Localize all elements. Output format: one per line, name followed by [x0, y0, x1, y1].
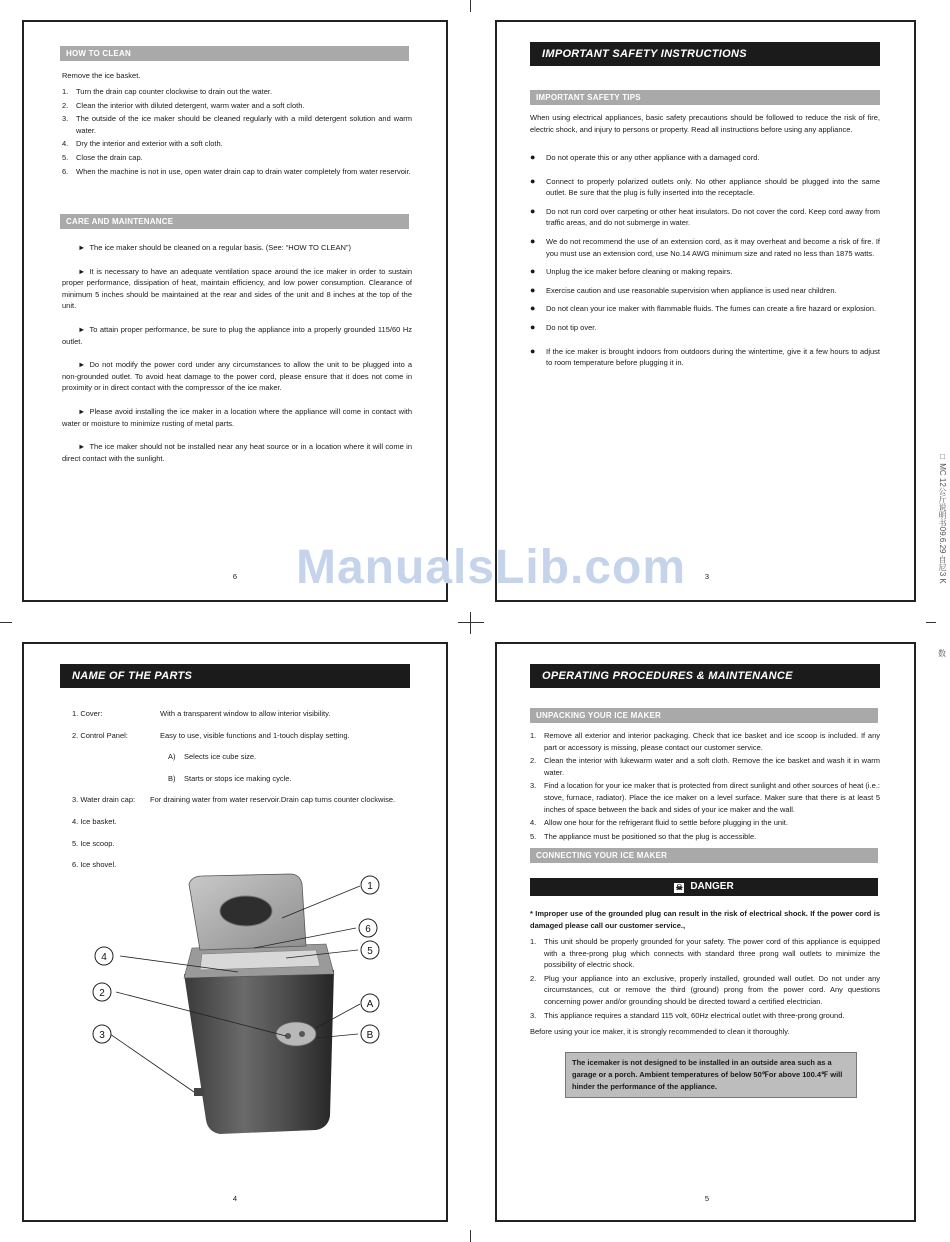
care-maintenance-paragraphs [62, 242, 412, 476]
safety-bullet-item [530, 346, 880, 369]
care-paragraph-text: It is necessary to have an adequate ventilation space around the ice maker in order to sustain proper performance, dissipation of heat, maintain efficiency, and low power consumption. Clearance of minimum 5 inches should be maintained at the rear and sides of the unit and 8 inches at the top of the unit. [62, 266, 412, 311]
arrow-icon: ► [78, 266, 86, 276]
safety-bullet-item [530, 206, 880, 229]
list-item [530, 755, 880, 778]
list-number: 1. [530, 731, 537, 740]
safety-bullet-text: Unplug the ice maker before cleaning or making repairs. [546, 267, 733, 277]
callout-6-label: 6 [365, 924, 371, 935]
bullet-icon: ● [530, 303, 536, 314]
safety-title-bar: IMPORTANT SAFETY INSTRUCTIONS [530, 42, 880, 66]
list-number: 6. [62, 166, 69, 176]
list-text: When the machine is not in use, open water drain cap to drain water completely from water reservoir. [76, 166, 411, 176]
unpacking-steps [530, 730, 880, 844]
control-panel [276, 1022, 316, 1046]
list-item [530, 1010, 880, 1022]
list-text: Close the drain cap. [76, 152, 143, 162]
bullet-icon: ● [530, 321, 536, 332]
list-number: 2. [62, 100, 69, 110]
bullet-icon: ● [530, 345, 536, 356]
care-paragraph [62, 242, 412, 254]
list-item [530, 831, 880, 843]
safety-bullet-text: We do not recommend the use of an extension cord, as it may overheat and become a risk of fire. If you must use an extension cord, use No.14 AWG minimum size and rated no less than 1875 watts. [546, 236, 880, 258]
warning-icon: ☠ [675, 883, 683, 892]
part-row-scoop [72, 838, 412, 850]
part-label: 6. Ice shovel. [72, 860, 117, 870]
bullet-icon: ● [530, 152, 536, 162]
how-to-clean-intro: Remove the ice basket. [62, 71, 141, 80]
connecting-steps [530, 936, 880, 1023]
sub-value: Starts or stops ice making cycle. [184, 773, 292, 783]
list-item [530, 973, 880, 1008]
list-text: Clean the interior with lukewarm water and a soft cloth. Remove the ice basket and wash it in warm water. [544, 756, 880, 777]
list-text: Turn the drain cap counter clockwise to drain out the water. [76, 87, 273, 96]
safety-bullet-text: Do not tip over. [546, 322, 597, 332]
arrow-icon: ► [78, 360, 86, 370]
ice-maker-body [184, 970, 334, 1134]
drain-cap [194, 1088, 204, 1096]
danger-warning-text: * Improper use of the grounded plug can result in the risk of electrical shock. If the power cord is damaged please call our customer service., [530, 909, 880, 930]
list-text: Dry the interior and exterior with a soft cloth. [76, 139, 223, 149]
connecting-header: CONNECTING YOUR ICE MAKER [530, 848, 878, 863]
safety-bullet-text: Do not clean your ice maker with flammable fluids. The fumes can create a fire hazard or explosion. [546, 304, 877, 314]
page-name-of-parts [22, 642, 448, 1222]
arrow-icon: ► [78, 406, 86, 416]
page-how-to-clean [22, 20, 448, 602]
safety-tips-header: IMPORTANT SAFETY TIPS [530, 90, 880, 105]
list-text: Allow one hour for the refrigerant fluid to settle before plugging in the unit. [544, 818, 788, 828]
care-paragraph [62, 324, 412, 347]
safety-bullet-text: Do not operate this or any other appliance with a damaged cord. [546, 153, 760, 162]
ice-maker-diagram [24, 866, 448, 1196]
part-row-control-panel [72, 730, 412, 742]
safety-bullet-item [530, 236, 880, 259]
care-paragraph [62, 406, 412, 429]
safety-bullet-item [530, 322, 880, 334]
list-number: 2. [530, 973, 537, 983]
list-item [62, 138, 412, 150]
how-to-clean-header: HOW TO CLEAN [60, 46, 409, 61]
list-item [62, 113, 412, 136]
list-text: Find a location for your ice maker that is protected from direct sunlight and other sources of heat (i.e.: stove, furnace, radiator). Place the ice maker on a level surface. Maker sure that there is at least 5 inches of space between the back and sides of your ice maker and the wall. [544, 781, 880, 814]
part-label: 4. Ice basket. [72, 816, 117, 826]
part-label: 3. Water drain cap: [72, 795, 136, 805]
list-number: 4. [62, 139, 69, 149]
page-number: 6 [232, 572, 238, 581]
care-paragraph [62, 359, 412, 394]
bullet-icon: ● [530, 235, 536, 246]
callout-5-label: 5 [367, 946, 373, 957]
part-description: For draining water from water reservoir.Drain cap turns counter clockwise. [150, 795, 396, 805]
callout-1-label: 1 [367, 881, 373, 892]
care-paragraph [62, 266, 412, 312]
side-file-label: □ MC 12公斤说明书09.6.29 自尼3 K [938, 452, 947, 584]
fold-mark-top [470, 0, 471, 12]
lid-window [220, 896, 272, 926]
list-text: The appliance must be positioned so that the plug is accessible. [544, 831, 757, 841]
page-operating-procedures [495, 642, 916, 1222]
list-text: Plug your appliance into an exclusive, properly installed, grounded wall outlet. Do not under any circumstances, cut or remove the third (ground) prong from the power cord. Any questions concerning power and/or grounding should be directed toward a certified electrician. [544, 973, 880, 1006]
care-paragraph-text: The ice maker should be cleaned on a regular basis. (See: “HOW TO CLEAN”) [89, 243, 351, 252]
list-number: 1. [530, 937, 537, 946]
sub-value: Selects ice cube size. [184, 752, 257, 762]
manualslib-watermark: ManualsLib.com [296, 541, 687, 594]
list-item [530, 730, 880, 753]
fold-mark-bottom [470, 1230, 471, 1242]
list-item [62, 86, 412, 98]
list-number: 3. [530, 1010, 537, 1020]
side-file-label-2: 数 [938, 649, 946, 658]
parts-title-bar: NAME OF THE PARTS [60, 664, 410, 688]
sub-key: A) [168, 752, 176, 762]
page-number: 4 [232, 1194, 238, 1203]
part-row-basket [72, 816, 412, 828]
callout-A-label: A [366, 999, 374, 1010]
part-label: 5. Ice scoop. [72, 838, 115, 848]
how-to-clean-steps [62, 86, 412, 179]
bullet-icon: ● [530, 266, 536, 277]
list-number: 3. [530, 781, 537, 791]
care-paragraph-text: The ice maker should not be installed near any heat source or in a location where it will come in direct contact with the sunlight. [62, 442, 412, 463]
care-maintenance-header: CARE AND MAINTENANCE [60, 214, 409, 229]
operating-title-bar: OPERATING PROCEDURES & MAINTENANCE [530, 664, 880, 688]
safety-bullet-text: If the ice maker is brought indoors from outdoors during the wintertime, give it a few hours to adjust to room temperature before plugging it in. [546, 346, 880, 368]
sub-key: B) [168, 773, 176, 783]
safety-bullet-item [530, 176, 880, 199]
arrow-icon: ► [78, 243, 86, 252]
safety-bullet-text: Do not run cord over carpeting or other heat insulators. Do not cover the cord. Keep cord away from traffic areas, and do not submerge in water. [546, 206, 880, 228]
part-description: With a transparent window to allow interior visibility. [160, 709, 331, 718]
safety-bullet-item [530, 285, 880, 297]
list-text: This unit should be properly grounded for your safety. The power cord of this appliance is equipped with a three-prong plug which connects with standard three prong wall outlets to minimize the possibility of electric shock. [544, 937, 880, 970]
list-item [530, 936, 880, 971]
care-paragraph-text: Please avoid installing the ice maker in a location where the appliance will come in contact with water or moisture to minimize rusting of metal parts. [62, 406, 412, 428]
list-number: 4. [530, 818, 537, 828]
arrow-icon: ► [78, 442, 86, 452]
arrow-icon: ► [78, 324, 86, 334]
care-paragraph [62, 441, 412, 464]
safety-bullet-item [530, 266, 880, 278]
part-description: Easy to use, visible functions and 1-touch display setting. [160, 730, 350, 740]
danger-label: DANGER [690, 881, 734, 892]
bullet-icon: ● [530, 175, 536, 186]
part-sub-a [72, 751, 412, 763]
bullet-icon: ● [530, 205, 536, 216]
callout-3-label: 3 [99, 1030, 105, 1041]
list-number: 5. [530, 831, 537, 841]
parts-list [72, 708, 412, 881]
care-paragraph-text: Do not modify the power cord under any circumstances to allow the unit to be plugged into a non-grounded outlet. To avoid heat damage to the power cord, please ensure that it does not come in proximity or in direct contact with the compressor of the ice maker. [62, 360, 412, 393]
care-paragraph-text: To attain proper performance, be sure to plug the appliance into a properly grounded 115/60 Hz outlet. [62, 324, 412, 346]
list-text: This appliance requires a standard 115 volt, 60Hz electrical outlet with three-prong ground. [544, 1010, 845, 1020]
part-row-cover [72, 708, 412, 720]
part-label: 1. Cover: [72, 709, 103, 718]
page-number: 5 [704, 1194, 710, 1203]
list-item [62, 152, 412, 164]
part-label: 2. Control Panel: [72, 730, 128, 740]
fold-mark-center [458, 622, 484, 623]
callout-B-label: B [366, 1030, 374, 1041]
callout-4-label: 4 [101, 952, 107, 963]
safety-bullet-item [530, 152, 880, 164]
list-text: Remove all exterior and interior packaging. Check that ice basket and ice scoop is included. If any part or accessory is missing, please contact our customer service. [544, 731, 880, 752]
list-number: 2. [530, 756, 537, 766]
fold-mark-middle [470, 612, 471, 634]
list-item [530, 817, 880, 829]
before-use-text: Before using your ice maker, it is strongly recommended to clean it thoroughly. [530, 1027, 790, 1036]
part-row-drain-cap [72, 794, 412, 806]
list-text: The outside of the ice maker should be cleaned regularly with a mild detergent solution and warm water. [76, 114, 412, 135]
list-text: Clean the interior with diluted detergent, warm water and a soft cloth. [76, 100, 305, 110]
list-number: 5. [62, 152, 69, 162]
danger-bar [530, 878, 878, 896]
list-number: 1. [62, 87, 69, 96]
safety-intro: When using electrical appliances, basic safety precautions should be followed to reduce the risk of fire, electric shock, and injury to persons or property. Read all instructions before using any appliance. [530, 113, 880, 134]
installation-note-box: The icemaker is not designed to be installed in an outside area such as a garage or a porch. Ambient temperatures of below 50℉or above 100.4℉ will hinder the performance of the appliance. [565, 1052, 857, 1098]
safety-bullet-item [530, 303, 880, 315]
callout-2-label: 2 [99, 988, 105, 999]
list-item [62, 100, 412, 112]
bullet-icon: ● [530, 284, 536, 295]
safety-bullet-list [530, 152, 880, 376]
list-item [530, 780, 880, 815]
fold-mark-left [0, 622, 12, 623]
list-item [62, 166, 412, 178]
safety-bullet-text: Exercise caution and use reasonable supervision when appliance is used near children. [546, 285, 837, 295]
safety-bullet-text: Connect to properly polarized outlets only. No other appliance should be plugged into the same outlet. Be sure that the plug is fully inserted into the receptacle. [546, 176, 880, 198]
part-sub-b [72, 773, 412, 785]
page-number: 3 [704, 572, 710, 581]
unpacking-header: UNPACKING YOUR ICE MAKER [530, 708, 878, 723]
page-safety-instructions [495, 20, 916, 602]
list-number: 3. [62, 114, 69, 124]
